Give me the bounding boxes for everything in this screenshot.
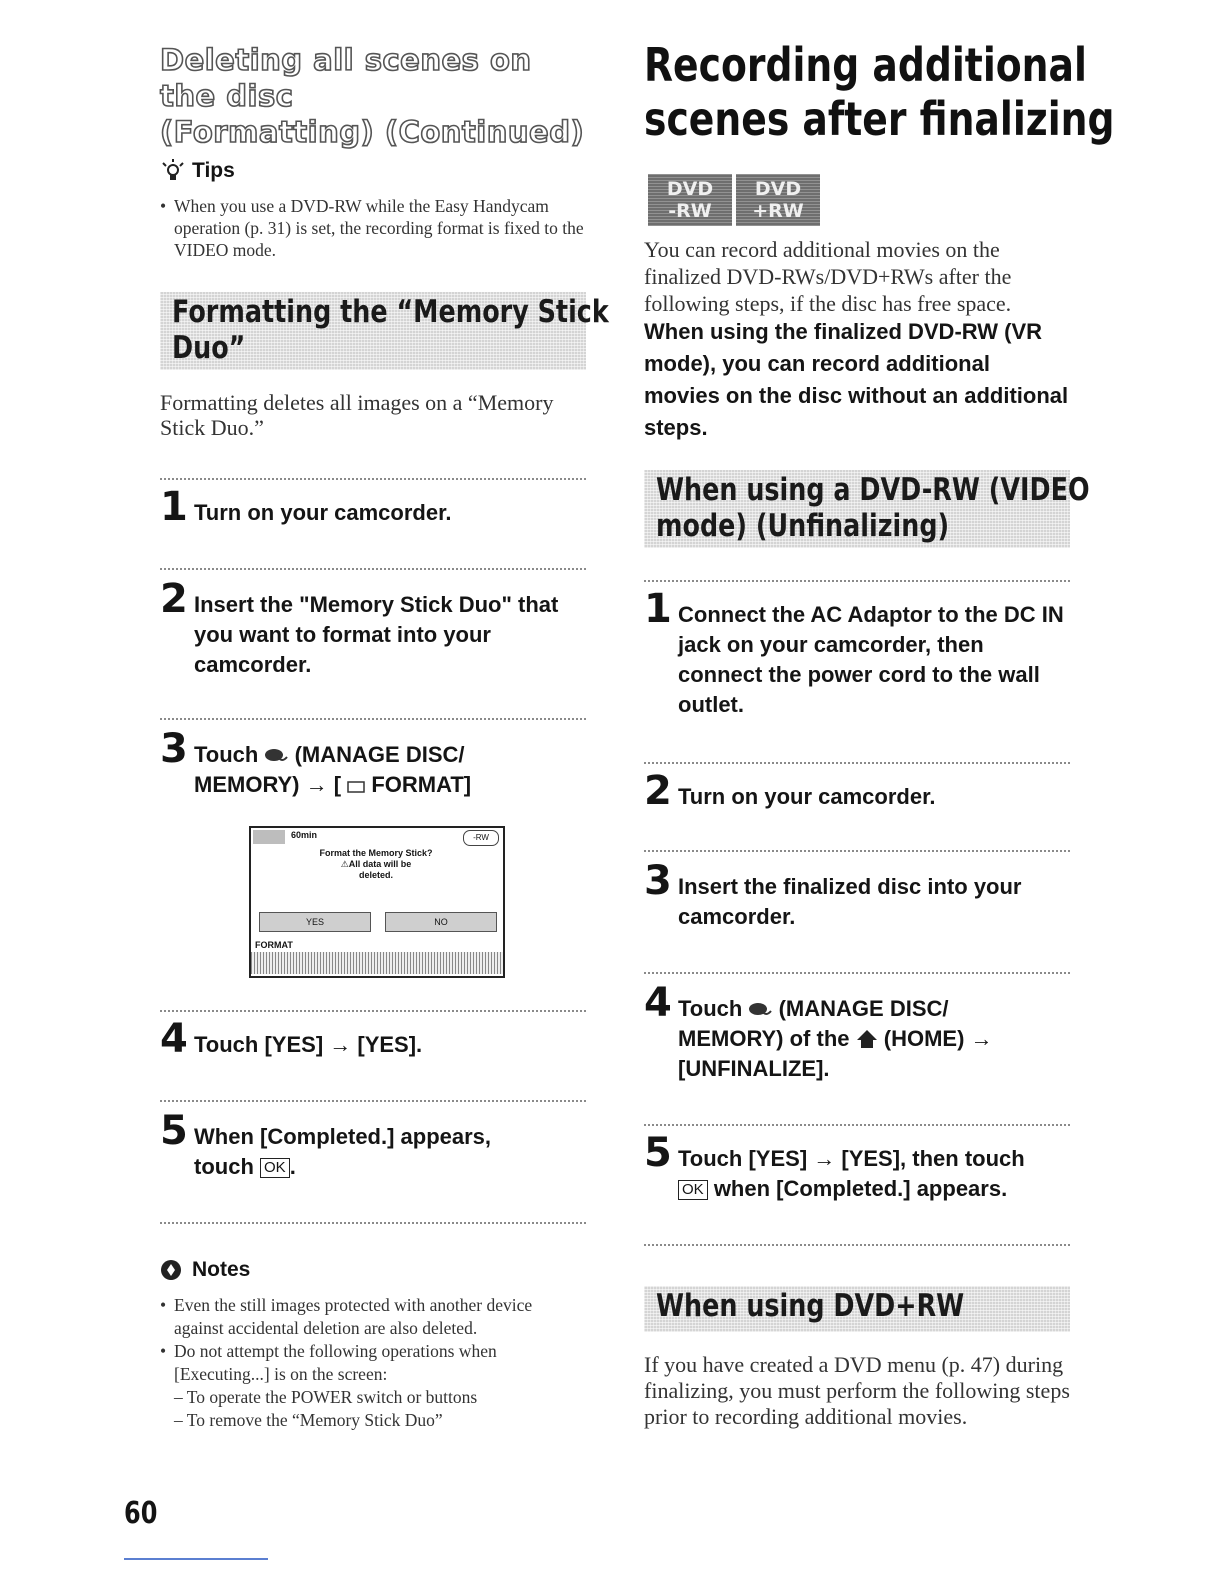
note-item: • Do not attempt the following operations when [Executing...] is on the screen:	[160, 1340, 580, 1386]
tips-list	[160, 195, 590, 261]
separator	[160, 568, 586, 570]
dvd-rw-video-banner-title: When using a DVD-RW (VIDEO mode) (Unfinalizing)	[656, 472, 1090, 544]
note-item: • Even the still images protected with another device against accidental deletion are also deleted.	[160, 1294, 580, 1340]
separator	[160, 478, 586, 480]
battery-indicator	[253, 830, 285, 844]
format-screen-illustration	[249, 826, 505, 978]
dvd-plus-rw-banner-title: When using DVD+RW	[656, 1288, 965, 1324]
lightbulb-icon	[160, 158, 186, 184]
vr-mode-note: When using the finalized DVD-RW (VR mode), you can record additional movies on the disc without an additional steps.	[644, 319, 1069, 440]
page-number: 60	[124, 1496, 158, 1531]
notes-list	[160, 1294, 580, 1432]
right-intro: You can record additional movies on the finalized DVD-RWs/DVD+RWs after the following steps, if the disc has free space.	[644, 237, 1012, 316]
section-title	[160, 42, 590, 150]
remaining-time: 60min	[291, 830, 318, 840]
notes-heading-label: Notes	[192, 1258, 251, 1281]
separator	[644, 1124, 1070, 1126]
disc-badge: -RW	[463, 830, 499, 846]
notes-heading	[160, 1258, 250, 1282]
section-title-line2: (Formatting) (Continued)	[160, 115, 585, 149]
separator	[644, 1244, 1070, 1246]
dvd-plus-rw-banner	[644, 1286, 1070, 1332]
separator	[644, 580, 1070, 582]
tips-heading	[160, 158, 235, 184]
note-subitem: – To operate the POWER switch or buttons	[174, 1387, 478, 1407]
note-subitem: – To remove the “Memory Stick Duo”	[174, 1410, 443, 1430]
separator	[160, 1010, 586, 1012]
dvd-plus-rw-badge: DVD +RW	[736, 174, 820, 226]
dvd-rw-video-banner	[644, 470, 1090, 548]
ok-icon: OK	[260, 1158, 290, 1178]
separator	[644, 850, 1070, 852]
separator	[644, 972, 1070, 974]
screen-bottom-bar	[251, 952, 503, 974]
separator	[160, 718, 586, 720]
separator	[160, 1222, 586, 1224]
separator	[644, 762, 1070, 764]
tips-heading-label: Tips	[192, 159, 235, 182]
screen-label: FORMAT	[255, 940, 293, 950]
formatting-banner	[160, 292, 609, 370]
no-button[interactable]: NO	[385, 912, 497, 932]
right-outro: If you have created a DVD menu (p. 47) during finalizing, you must perform the following steps prior to recording additional movies.	[644, 1352, 1070, 1429]
screen-message: Format the Memory Stick? ⚠All data will be deleted.	[319, 848, 433, 880]
memory-stick-icon	[347, 779, 365, 795]
page-title: Recording additional scenes after finalizing	[644, 38, 1115, 146]
formatting-intro: Formatting deletes all images on a “Memory Stick Duo.”	[160, 390, 554, 440]
page-rule	[124, 1558, 268, 1560]
dvd-rw-badge: DVD -RW	[648, 174, 732, 226]
manage-disc-icon	[264, 745, 288, 765]
yes-button[interactable]: YES	[259, 912, 371, 932]
notes-icon	[160, 1259, 182, 1281]
ok-icon: OK	[678, 1180, 708, 1200]
separator	[160, 1100, 586, 1102]
formatting-banner-title: Formatting the “Memory Stick Duo”	[172, 294, 609, 366]
home-icon	[856, 1029, 878, 1049]
manage-disc-icon	[748, 999, 772, 1019]
section-title-line1: Deleting all scenes on the disc	[160, 43, 532, 113]
tip-item: • When you use a DVD-RW while the Easy Handycam operation (p. 31) is set, the recording format is fixed to the VIDEO mode.	[160, 195, 590, 261]
